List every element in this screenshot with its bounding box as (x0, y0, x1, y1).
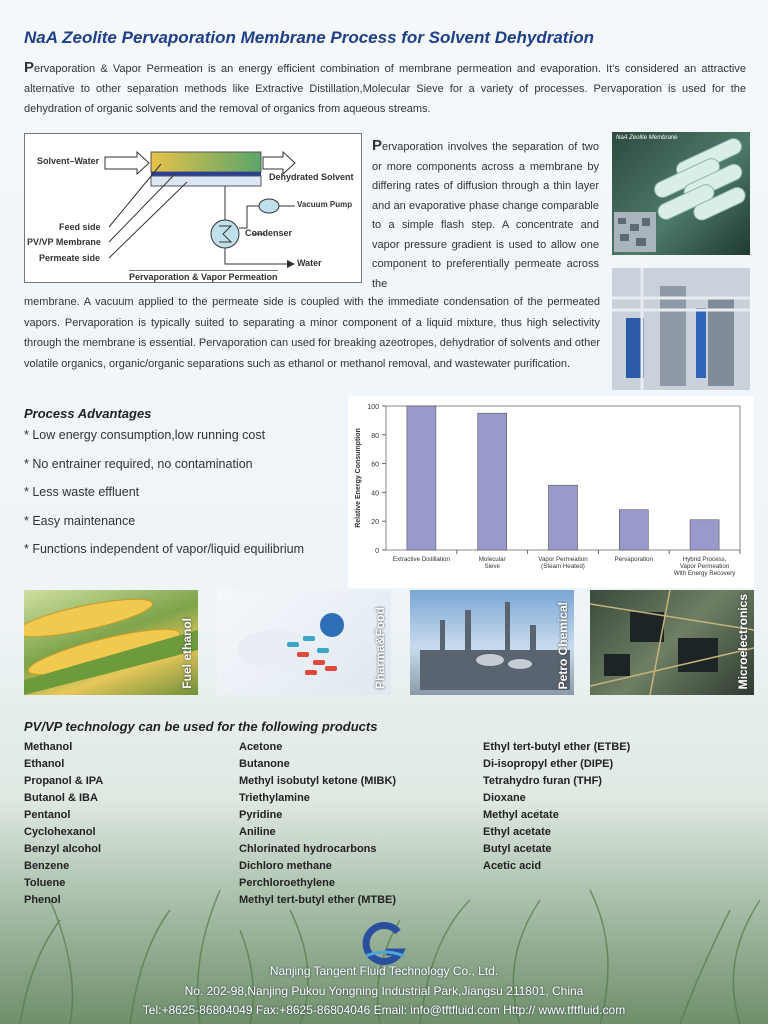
x-tick-label: Molecular (478, 556, 506, 563)
list-item: Methanol (24, 741, 73, 753)
x-tick-label: Pervaporation (614, 556, 654, 563)
list-item: Ethyl tert-butyl ether (ETBE) (483, 741, 631, 753)
feed-arrow (105, 152, 149, 174)
bar (690, 520, 719, 550)
plant-equipment-photo (612, 268, 750, 390)
list-item: * No entrainer required, no contamination (24, 456, 253, 471)
x-tick-label: With Energy Recovery (673, 570, 736, 577)
para2-text-a: ervaporation involves the separation of two or more components across a membrane by differing rates of diffusion through a thin layer and an evaporative phase change comparable to a simple flash step. A concentrate and vapor pressure gradient is used to allow one component to preferentially permeate across the (372, 141, 599, 290)
y-axis-label: Relative Energy Consumption (355, 428, 362, 528)
y-tick-label: 100 (367, 404, 379, 411)
list-item: * Less waste effluent (24, 485, 140, 499)
x-tick-label: Sieve (484, 563, 500, 570)
list-item: Aniline (239, 826, 276, 838)
list-item: Benzene (24, 860, 70, 872)
list-item: Phenol (24, 894, 61, 906)
advantages-title: Process Advantages (24, 406, 152, 421)
diagram-caption: Pervaporation & Vapor Permeation (129, 272, 278, 282)
label-dehydrated-solvent: Dehydrated Solvent (269, 172, 354, 182)
list-item: Propanol & IPA (24, 775, 104, 787)
bar (619, 510, 648, 550)
microelectronics-photo (590, 590, 754, 695)
list-item: Methyl tert-butyl ether (MTBE) (239, 894, 397, 906)
list-item: Dioxane (483, 792, 526, 804)
fuel-ethanol-photo (24, 590, 198, 695)
list-item: Benzyl alcohol (24, 843, 102, 855)
membrane-module (151, 152, 261, 172)
zeolite-membrane-photo (612, 132, 750, 255)
list-item: Methyl isobutyl ketone (MIBK) (239, 775, 397, 787)
y-tick-label: 0 (375, 548, 379, 555)
list-item: Di-isopropyl ether (DIPE) (483, 758, 614, 770)
list-item: Chlorinated hydrocarbons (239, 843, 377, 855)
advantages-list (24, 428, 304, 571)
x-tick-label: (Steam Heated) (541, 563, 585, 570)
list-item: Tetrahydro furan (THF) (483, 775, 602, 787)
list-item: Ethyl acetate (483, 826, 551, 838)
pervaporation-paragraph-part1 (372, 136, 599, 294)
list-item: * Functions independent of vapor/liquid equilibrium (24, 542, 305, 556)
label-membrane: PV/VP Membrane (27, 237, 101, 247)
list-item: Pentanol (24, 809, 71, 821)
list-item: Methyl acetate (483, 809, 559, 821)
list-item: Butyl acetate (483, 843, 552, 855)
footer-contact: Tel:+8625-86804049 Fax:+8625-86804046 Email: info@tftfluid.com Http:// www.tftfluid.com (142, 1003, 626, 1017)
list-item: Triethylamine (239, 792, 310, 804)
label-permeate-side: Permeate side (39, 253, 101, 263)
label-feed-side: Feed side (59, 222, 101, 232)
footer-address: No. 202-98,Nanjing Pukou Yongning Industrial Park,Jiangsu 211801, China (184, 984, 584, 998)
label-pharma-food: Pharma&Food (373, 606, 387, 689)
y-tick-label: 40 (371, 490, 379, 498)
para2-dropcap: P (372, 137, 383, 154)
y-tick-label: 60 (371, 461, 379, 469)
bar-chart-svg (348, 396, 754, 588)
list-item: Cyclohexanol (24, 826, 96, 838)
pharma-food-photo (217, 590, 391, 695)
pervaporation-paragraph-part2: membrane. A vacuum applied to the permeate side is coupled with the immediate condensation of the permeated vapors. Pervaporation is typically suited to separating a minor component of a liquid mixture, thus high selectivity through the membrane is essential. Pervaporation can used for breaking azeotropes, dehydratior of solvents and other volatile organics, organic/organic separations such as ethanol or methanol removal, and wastewater purification. (24, 296, 601, 370)
list-item: Acetic acid (483, 860, 542, 872)
list-item: Perchloroethylene (239, 877, 335, 889)
label-petro-chemical: Petro Chemical (556, 601, 570, 689)
page-title: NaA Zeolite Pervaporation Membrane Process for Solvent Dehydration (24, 28, 594, 47)
label-condenser: Condenser (245, 228, 293, 238)
label-microelectronics: Microelectronics (736, 593, 750, 689)
intro-text: ervaporation & Vapor Permeation is an energy efficient combination of membrane permeation and evaporation. It's considered an attractive alternative to other separation methods like Extractive Distillation,Molecular Sieve for a variety of processes. Pervaporation is used for the dehydration of organic solvents and the removal of organics from aqueous streams. (24, 63, 746, 115)
list-item: Butanol & IBA (24, 792, 98, 804)
y-tick-label: 20 (371, 519, 379, 527)
intro-dropcap: P (24, 59, 35, 76)
energy-consumption-chart (348, 396, 754, 588)
zeolite-photo-label: NaA Zeolite Membrane (616, 135, 678, 141)
list-item: Butanone (239, 758, 290, 770)
list-item: Acetone (239, 741, 283, 753)
label-water: Water (297, 258, 322, 268)
bar (478, 413, 507, 550)
label-solvent-water: Solvent–Water (37, 156, 100, 166)
pervaporation-diagram (24, 133, 362, 283)
list-item: Dichloro methane (239, 860, 332, 872)
list-item: Ethanol (24, 758, 65, 770)
x-tick-label: Vapor Permeation (679, 563, 730, 570)
products-title: PV/VP technology can be used for the following products (24, 719, 378, 734)
condenser-symbol (211, 220, 239, 248)
bar (407, 406, 436, 550)
label-vacuum-pump: Vacuum Pump (297, 200, 353, 209)
list-item: * Easy maintenance (24, 513, 136, 528)
x-tick-label: Vapor Permeation (538, 556, 588, 563)
vacuum-pump-symbol (259, 199, 279, 213)
company-logo (360, 922, 408, 968)
footer-company: Nanjing Tangent Fluid Technology Co., Ltd. (269, 964, 499, 978)
petro-chemical-photo (410, 590, 574, 695)
list-item: Pyridine (239, 809, 283, 821)
list-item: Toluene (24, 877, 66, 889)
list-item: * Low energy consumption,low running cost (24, 428, 266, 442)
x-tick-label: Extractive Distillation (392, 556, 450, 563)
products-column-3 (483, 739, 630, 875)
output-arrow (263, 152, 295, 174)
y-tick-label: 80 (371, 432, 379, 440)
label-fuel-ethanol: Fuel ethanol (180, 618, 194, 689)
x-tick-label: Hybrid Process, (682, 556, 727, 563)
bar (549, 485, 578, 550)
intro-paragraph (24, 58, 746, 119)
